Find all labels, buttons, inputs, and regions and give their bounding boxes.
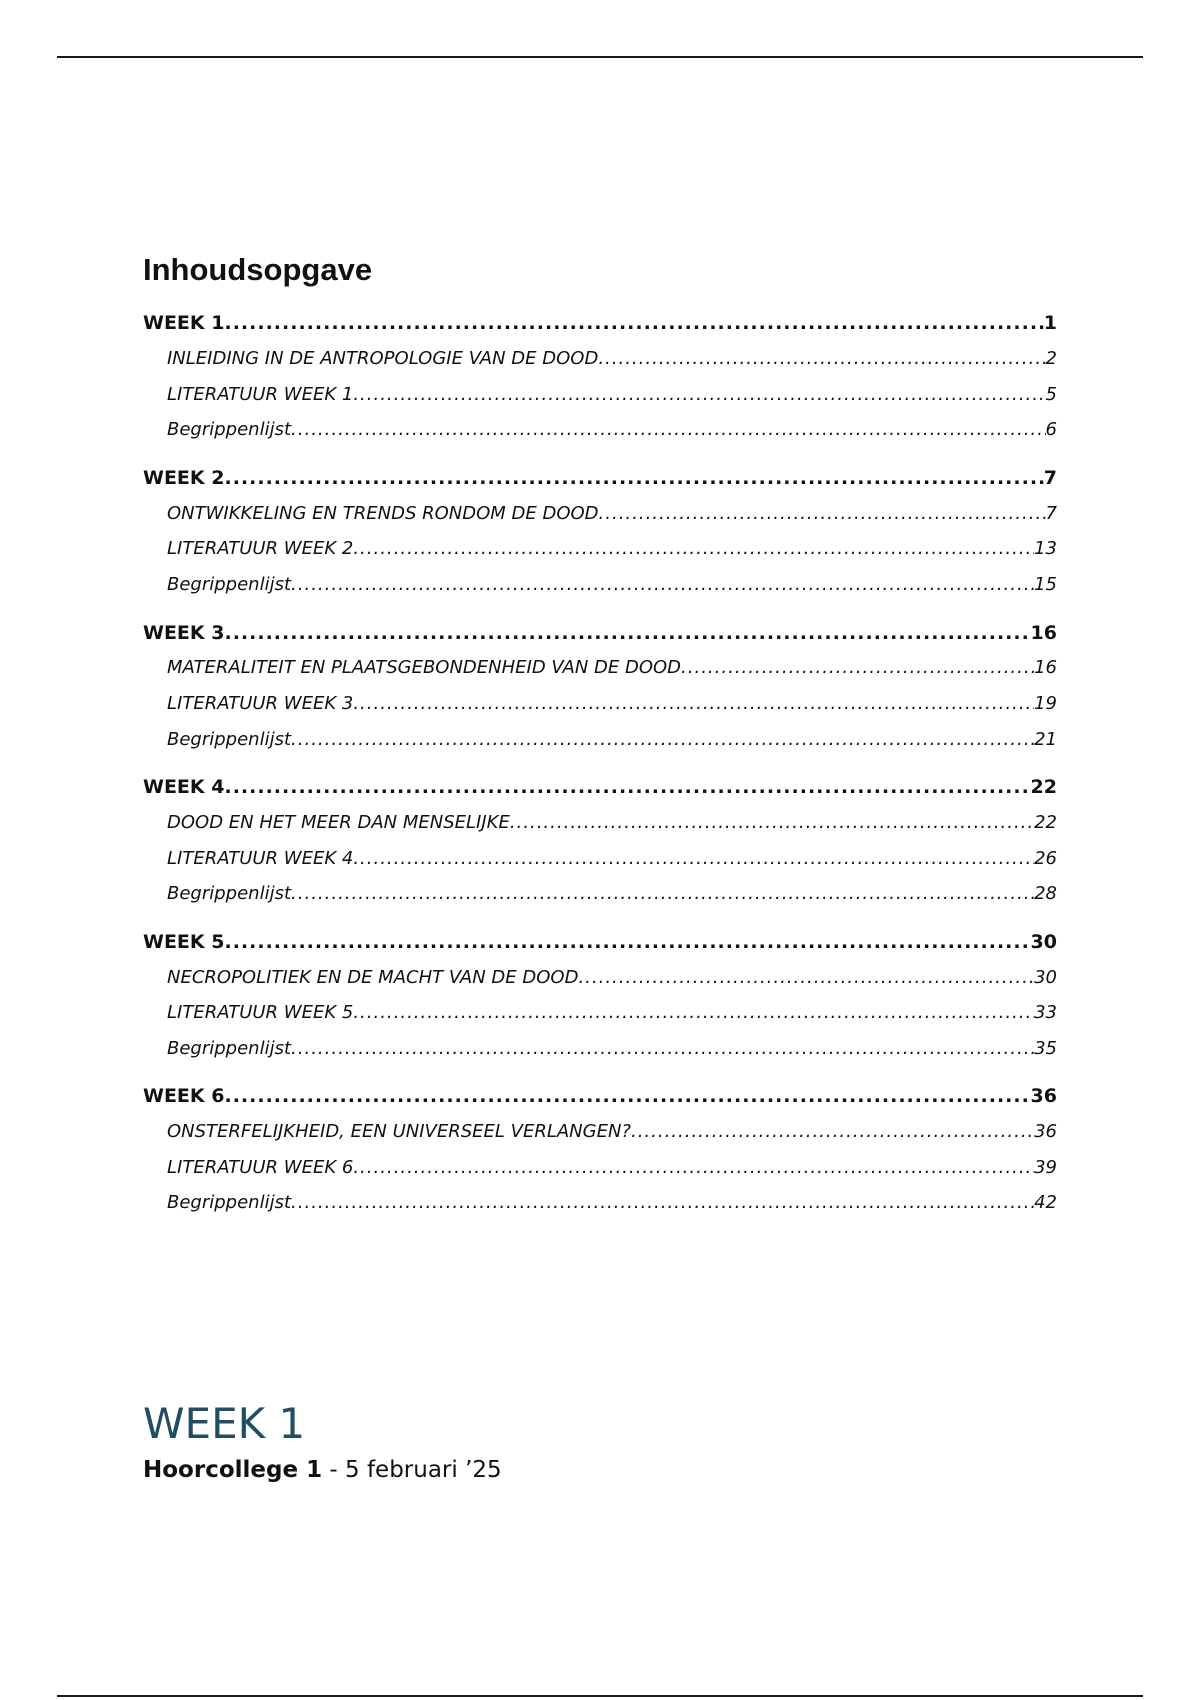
toc-entry-week-1-lecture[interactable]: [167, 346, 1057, 372]
lecture-subheading: [143, 1455, 502, 1485]
toc-entry-text: Begrippenlijst: [167, 883, 292, 904]
toc-entry-text: WEEK 6: [143, 1085, 225, 1107]
toc-dot-leader: [291, 881, 1034, 907]
toc-entry-text: LITERATUUR WEEK 5: [167, 1002, 354, 1023]
toc-entry-page: 5: [1045, 384, 1057, 405]
toc-entry-text: LITERATUUR WEEK 4: [167, 848, 354, 869]
lecture-date: 5 februari ’25: [345, 1457, 502, 1483]
toc-entry-week-2[interactable]: [143, 465, 1057, 491]
toc-dot-leader: [353, 536, 1034, 562]
toc-dot-leader: [353, 1155, 1034, 1181]
toc-dot-leader: [353, 1000, 1034, 1026]
toc-entry-text: Begrippenlijst: [167, 1192, 292, 1213]
toc-dot-leader: [510, 810, 1034, 836]
toc-entry-week-6-glossary[interactable]: [167, 1190, 1057, 1216]
toc-entry-week-2-lecture[interactable]: [167, 501, 1057, 527]
toc-entry-page: 30: [1030, 931, 1057, 953]
toc-entry-page: 28: [1034, 883, 1057, 904]
toc-dot-leader: [224, 1083, 1030, 1109]
toc-entry-text: NECROPOLITIEK EN DE MACHT VAN DE DOOD: [167, 967, 579, 988]
toc-entry-week-6-lecture[interactable]: [167, 1119, 1057, 1145]
toc-entry-text: WEEK 3: [143, 622, 225, 644]
toc-entry-week-4-literature[interactable]: [167, 846, 1057, 872]
toc-entry-page: 13: [1034, 538, 1057, 559]
toc-entry-page: 16: [1030, 622, 1057, 644]
toc-entry-text: WEEK 4: [143, 776, 225, 798]
lecture-separator: -: [322, 1457, 345, 1483]
toc-entry-week-2-literature[interactable]: [167, 536, 1057, 562]
toc-dot-leader: [224, 774, 1030, 800]
toc-entry-week-4-glossary[interactable]: [167, 881, 1057, 907]
toc-entry-text: Begrippenlijst: [167, 729, 292, 750]
toc-entry-page: 1: [1043, 312, 1057, 334]
toc-entry-text: WEEK 1: [143, 312, 225, 334]
toc-entry-text: DOOD EN HET MEER DAN MENSELIJKE: [167, 812, 510, 833]
toc-dot-leader: [224, 310, 1043, 336]
toc-entry-text: LITERATUUR WEEK 2: [167, 538, 354, 559]
toc-entry-page: 21: [1034, 729, 1057, 750]
section-heading-week-1: WEEK 1: [143, 1399, 306, 1448]
toc-entry-week-3-lecture[interactable]: [167, 655, 1057, 681]
toc-entry-page: 36: [1034, 1121, 1057, 1142]
toc-entry-page: 42: [1034, 1192, 1057, 1213]
toc-entry-text: ONTWIKKELING EN TRENDS RONDOM DE DOOD: [167, 503, 599, 524]
toc-dot-leader: [353, 846, 1034, 872]
toc-entry-week-5-literature[interactable]: [167, 1000, 1057, 1026]
toc-entry-text: INLEIDING IN DE ANTROPOLOGIE VAN DE DOOD: [167, 348, 599, 369]
toc-entry-text: Begrippenlijst: [167, 1038, 292, 1059]
toc-entry-page: 7: [1043, 467, 1057, 489]
toc-title: Inhoudsopgave: [143, 252, 373, 287]
toc-entry-page: 19: [1034, 693, 1057, 714]
toc-dot-leader: [291, 417, 1046, 443]
toc-entry-page: 30: [1034, 967, 1057, 988]
toc-entry-week-2-glossary[interactable]: [167, 572, 1057, 598]
toc-entry-text: Begrippenlijst: [167, 574, 292, 595]
toc-entry-week-6-literature[interactable]: [167, 1155, 1057, 1181]
toc-dot-leader: [599, 501, 1046, 527]
header-rule: [57, 56, 1143, 58]
toc-entry-week-3-glossary[interactable]: [167, 727, 1057, 753]
toc-entry-text: LITERATUUR WEEK 6: [167, 1157, 354, 1178]
toc-entry-page: 7: [1045, 503, 1057, 524]
toc-entry-page: 16: [1034, 657, 1057, 678]
toc-entry-page: 26: [1034, 848, 1057, 869]
toc-entry-text: Begrippenlijst: [167, 419, 292, 440]
footer-rule: [57, 1695, 1143, 1697]
lecture-label: Hoorcollege 1: [143, 1457, 323, 1483]
toc-entry-text: LITERATUUR WEEK 1: [167, 384, 354, 405]
toc-dot-leader: [631, 1119, 1034, 1145]
toc-entry-text: WEEK 5: [143, 931, 225, 953]
toc-entry-text: MATERALITEIT EN PLAATSGEBONDENHEID VAN DE DOOD: [167, 657, 682, 678]
toc-entry-week-5-lecture[interactable]: [167, 965, 1057, 991]
toc-dot-leader: [578, 965, 1034, 991]
toc-dot-leader: [598, 346, 1045, 372]
toc-entry-week-1[interactable]: [143, 310, 1057, 336]
toc-entry-week-1-glossary[interactable]: [167, 417, 1057, 443]
toc-entry-week-4-lecture[interactable]: [167, 810, 1057, 836]
toc-entry-text: ONSTERFELIJKHEID, EEN UNIVERSEEL VERLANGEN?: [167, 1121, 631, 1142]
toc-entry-page: 36: [1030, 1085, 1057, 1107]
toc-entry-week-3[interactable]: [143, 620, 1057, 646]
toc-dot-leader: [291, 1190, 1034, 1216]
toc-dot-leader: [224, 929, 1030, 955]
toc-dot-leader: [353, 382, 1045, 408]
toc-dot-leader: [291, 727, 1034, 753]
toc-entry-week-4[interactable]: [143, 774, 1057, 800]
toc-dot-leader: [224, 620, 1030, 646]
toc-dot-leader: [353, 691, 1034, 717]
toc-dot-leader: [291, 1036, 1034, 1062]
toc-entry-page: 2: [1045, 348, 1057, 369]
toc-entry-week-5-glossary[interactable]: [167, 1036, 1057, 1062]
toc-entry-page: 22: [1030, 776, 1057, 798]
toc-dot-leader: [291, 572, 1034, 598]
toc-entry-week-6[interactable]: [143, 1083, 1057, 1109]
toc-entry-page: 33: [1034, 1002, 1057, 1023]
toc-entry-week-3-literature[interactable]: [167, 691, 1057, 717]
toc-entry-week-1-literature[interactable]: [167, 382, 1057, 408]
toc-entry-text: WEEK 2: [143, 467, 225, 489]
toc-entry-page: 39: [1034, 1157, 1057, 1178]
toc-entry-text: LITERATUUR WEEK 3: [167, 693, 354, 714]
toc-dot-leader: [681, 655, 1034, 681]
toc-entry-page: 15: [1034, 574, 1057, 595]
toc-entry-page: 22: [1034, 812, 1057, 833]
toc-entry-week-5[interactable]: [143, 929, 1057, 955]
toc-entry-page: 6: [1045, 419, 1057, 440]
toc-entry-page: 35: [1034, 1038, 1057, 1059]
toc-dot-leader: [224, 465, 1043, 491]
